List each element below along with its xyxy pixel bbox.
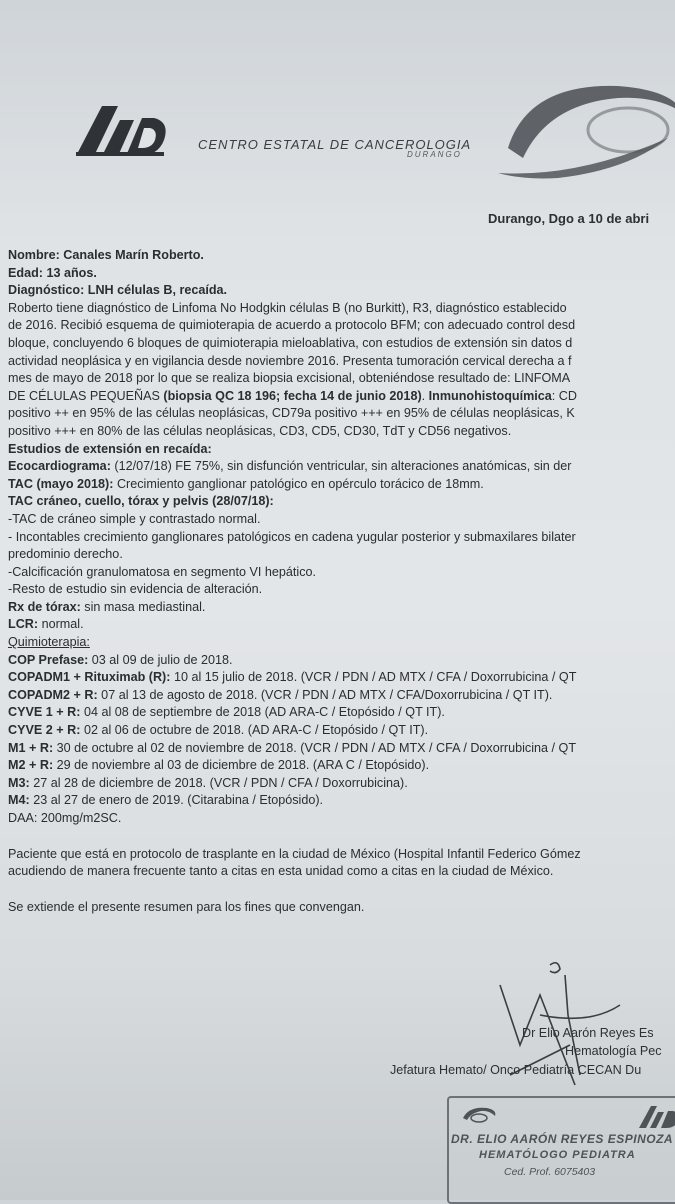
stamp-swoosh-icon (459, 1104, 499, 1126)
chemo-item-text: 03 al 09 de julio de 2018. (88, 652, 233, 667)
institution-location: DURANGO (407, 150, 462, 159)
chemo-item-text: 23 al 27 de enero de 2019. (Citarabina / Etopósido). (29, 793, 324, 808)
narrative-line: de 2016. Recibió esquema de quimioterapia de acuerdo a protocolo BFM; con adecuado control desd (8, 318, 576, 333)
narrative-line: bloque, concluyendo 6 bloques de quimioterapia mieloablativa, con estudios de extensión sin datos d (8, 335, 573, 350)
signature-specialty: Hematología Pec (565, 1044, 662, 1058)
chemo-item-text: 07 al 13 de agosto de 2018. (VCR / PDN / AD MTX / CFA/Doxorrubicina / QT IT). (97, 687, 553, 702)
date-line: Durango, Dgo a 10 de abri (488, 211, 650, 226)
chemo-item (8, 669, 675, 687)
chemo-item (8, 792, 675, 810)
spacer (8, 828, 675, 846)
chemo-item (8, 757, 675, 775)
chemo-item-text: 30 de octubre al 02 de noviembre de 2018. (VCR / PDN / AD MTX / CFA / Doxorrubicina / QT (53, 740, 577, 755)
chemo-item-label: COPADM1 + Rituximab (R): (8, 670, 171, 685)
swoosh-logo-icon (468, 78, 675, 188)
chemo-item-label: M3: (8, 775, 30, 790)
chemo-item-label: COP Prefase: (8, 652, 89, 667)
pathology-result: DE CÉLULAS PEQUEÑAS (8, 388, 164, 403)
chemo-item (8, 704, 675, 722)
patient-age: Edad: 13 años. (8, 265, 97, 280)
closing-statement: Se extiende el presente resumen para los fines que convengan. (8, 899, 365, 914)
document-body (8, 247, 675, 916)
immunohistochemistry-label: Inmunohistoquímica (428, 388, 552, 403)
narrative-line: actividad neoplásica y en vigilancia desde noviembre 2016. Presenta tumoración cervical derecha a f (8, 353, 572, 368)
stamp-cedula: Ced. Prof. 6075403 (504, 1166, 596, 1178)
chemo-item-label: M2 + R: (8, 758, 54, 773)
immunohistochemistry-tail: : CD (551, 388, 577, 403)
closing-line: Paciente que está en protocolo de trasplante en la ciudad de México (Hospital Infantil Federico Gómez (8, 846, 581, 861)
narrative-line: Roberto tiene diagnóstico de Linfoma No Hodgkin células B (no Burkitt), R3, diagnóstico establecido (8, 300, 567, 315)
pathology-line: positivo ++ en 95% de las células neoplásicas, CD79a positivo +++ en 95% de células neoplásicas, K (8, 406, 575, 421)
chemo-item (8, 652, 675, 670)
rx-line (8, 599, 675, 617)
chemo-item-label: M4: (8, 793, 30, 808)
tac-label: TAC (mayo 2018): (8, 476, 114, 491)
finding-line: - Incontables crecimiento ganglionares patológicos en cadena yugular posterior y submaxilares bilater (8, 529, 576, 544)
chemo-item-label: COPADM2 + R: (8, 687, 98, 702)
biopsy-reference: (biopsia QC 18 196; fecha 14 de junio 2018) (163, 388, 422, 403)
echo-label: Ecocardiograma: (8, 459, 111, 474)
finding-line: -Resto de estudio sin evidencia de alteración. (8, 582, 263, 597)
chemo-item-text: 27 al 28 de diciembre de 2018. (VCR / PDN / CFA / Doxorrubicina). (29, 775, 408, 790)
lcr-label: LCR: (8, 617, 39, 632)
separator: . (421, 388, 429, 403)
chemo-item-text: 02 al 06 de octubre de 2018. (AD ARA-C / Etopósido / QT IT). (80, 723, 429, 738)
tac2-heading: TAC cráneo, cuello, tórax y pelvis (28/07/18): (8, 494, 274, 509)
finding-line: -TAC de cráneo simple y contrastado normal. (8, 511, 261, 526)
echo-line (8, 458, 675, 476)
patient-diagnosis: Diagnóstico: LNH células B, recaída. (8, 283, 228, 298)
signature-position: Jefatura Hemato/ Onco Pediatría CECAN Du (390, 1063, 642, 1077)
cecan-logo-icon (72, 100, 172, 160)
chemo-item-text: 04 al 08 de septiembre de 2018 (AD ARA-C / Etopósido / QT IT). (80, 705, 445, 720)
rx-text: sin masa mediastinal. (80, 599, 206, 614)
chemo-item-label: M1 + R: (8, 740, 54, 755)
institution-name: CENTRO ESTATAL DE CANCEROLOGIA (198, 137, 472, 152)
stamp-doctor-name: DR. ELIO AARÓN REYES ESPINOZA (451, 1132, 674, 1146)
finding-line: -Calcificación granulomatosa en segmento VI hepático. (8, 564, 317, 579)
chemo-item (8, 722, 675, 740)
stamp-title: HEMATÓLOGO PEDIATRA (479, 1149, 636, 1161)
narrative-line: mes de mayo de 2018 por lo que se realiza biopsia excisional, obteniéndose resultado de: LINFOMA (8, 371, 571, 386)
chemo-item (8, 775, 675, 793)
chemo-list (8, 652, 675, 810)
lcr-text: normal. (38, 617, 84, 632)
rx-label: Rx de tórax: (8, 599, 81, 614)
chemo-item-label: CYVE 1 + R: (8, 705, 81, 720)
tac-text: Crecimiento ganglionar patológico en opérculo torácico de 18mm. (113, 476, 484, 491)
tac-line (8, 476, 675, 494)
chemo-heading: Quimioterapia: (8, 635, 90, 650)
chemo-item-text: 10 al 15 julio de 2018. (VCR / PDN / AD MTX / CFA / Doxorrubicina / QT (170, 670, 577, 685)
spacer (8, 881, 675, 899)
pathology-line: positivo +++ en 80% de las células neoplásicas, CD3, CD5, CD30, TdT y CD56 negativos. (8, 423, 512, 438)
chemo-item-text: 29 de noviembre al 03 de diciembre de 2018. (ARA C / Etopósido). (53, 758, 430, 773)
lcr-line (8, 616, 675, 634)
patient-name: Nombre: Canales Marín Roberto. (8, 248, 204, 262)
finding-line: predominio derecho. (8, 547, 123, 562)
chemo-item (8, 687, 675, 705)
chemo-item (8, 740, 675, 758)
daa-line: DAA: 200mg/m2SC. (8, 811, 122, 825)
echo-text: (12/07/18) FE 75%, sin disfunción ventricular, sin alteraciones anatómicas, sin der (110, 459, 572, 474)
doctor-stamp (447, 1096, 675, 1204)
closing-line: acudiendo de manera frecuente tanto a citas en esta unidad como a citas en la ciudad de México. (8, 864, 554, 879)
studies-heading: Estudios de extensión en recaída: (8, 441, 212, 456)
pathology-line (8, 388, 675, 406)
stamp-logo-icon (637, 1104, 675, 1130)
chemo-item-label: CYVE 2 + R: (8, 723, 81, 738)
signature-name: Dr Elio Aarón Reyes Es (522, 1026, 654, 1040)
